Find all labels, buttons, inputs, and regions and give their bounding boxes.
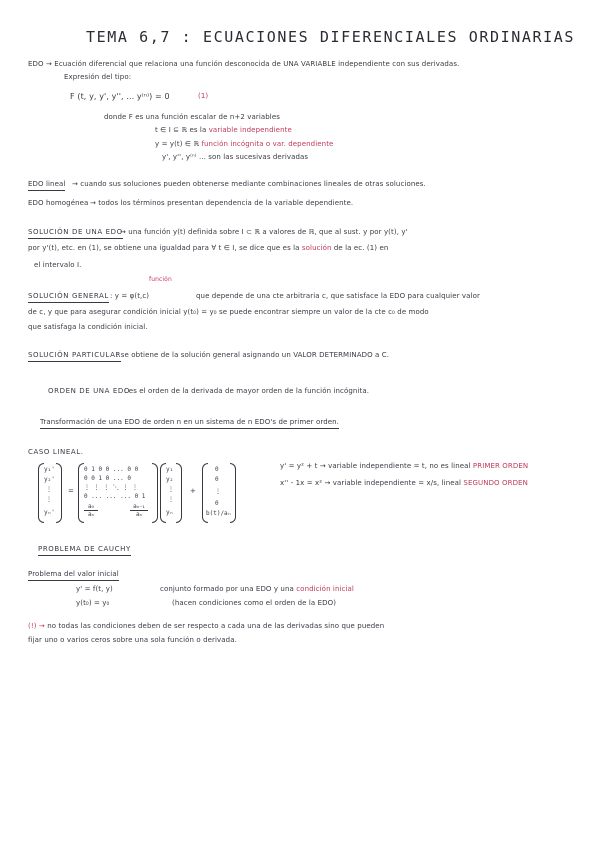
matrix-frac-b	[130, 503, 148, 518]
vec-mid-1: y₁	[166, 466, 174, 473]
vec-left-3: ⋮	[46, 486, 52, 493]
cauchy-note-line2: fijar uno o varios ceros sobre una sola función o derivada.	[28, 636, 237, 644]
vec-left-4: ⋮	[46, 496, 52, 503]
equals-sign: =	[68, 487, 74, 495]
edo-y-line	[155, 140, 333, 149]
matrix-right-paren	[152, 463, 158, 523]
page-title: TEMA 6,7 : ECUACIONES DIFERENCIALES ORDINARIAS	[86, 28, 576, 46]
edo-definition-line1: → Ecuación diferencial que relaciona una función desconocida de UNA VARIABLE independiente con sus derivadas.	[46, 60, 460, 68]
example-2-text: x'' - 1x = x² → variable independiente = x/s, lineal	[280, 479, 462, 487]
general-line3: que satisfaga la condición inicial.	[28, 323, 148, 331]
example-2-order: SEGUNDO ORDEN	[463, 479, 528, 487]
cauchy-desc-text: conjunto formado por una EDO y una	[160, 585, 294, 593]
vec-mid-right-paren	[176, 463, 182, 523]
vec-right-5: b(t)/aₙ	[206, 510, 232, 517]
vec-right-2: 0	[215, 476, 219, 483]
solucion-line2-text: por y'(t), etc. en (1), se obtiene una igualdad para ∀ t ∈ I, se dice que es la	[28, 244, 300, 252]
vec-right-3: ⋮	[215, 488, 221, 495]
t-line-text: t ∈ I ⊆ ℝ es la	[155, 126, 207, 134]
matrix-row-4: 0 ... ... ... 0 1	[84, 493, 146, 500]
solucion-line3: el intervalo I.	[34, 261, 82, 269]
solucion-line2	[28, 244, 388, 253]
general-line2: de c, y que para asegurar condición inicial y(t₀) = y₀ se puede encontrar siempre un valor de la cte c₀ de modo	[28, 308, 429, 316]
edo-homogenea-label: EDO homogénea	[28, 199, 89, 207]
example-1-order: PRIMER ORDEN	[472, 462, 529, 470]
edo-definition-line2: Expresión del tipo:	[64, 73, 132, 81]
matrix-row-2: 0 0 1 0 ... 0	[84, 475, 131, 482]
vec-mid-3: ⋮	[168, 486, 174, 493]
vec-mid-4: ⋮	[168, 496, 174, 503]
matrix-frac-a	[84, 503, 98, 518]
cauchy-eq1: y' = f(t, y)	[76, 585, 113, 593]
cauchy-note-marker: (!) →	[28, 622, 45, 630]
vec-right-1: 0	[215, 466, 219, 473]
cauchy-description	[160, 585, 354, 594]
cauchy-description2: (hacen condiciones como el orden de la EDO)	[172, 599, 337, 607]
example-2	[280, 479, 528, 488]
general-equation: : y = φ(t,c)	[110, 292, 150, 300]
edo-lineal-label: EDO lineal	[28, 180, 65, 191]
y-line-highlight: función incógnita o var. dependiente	[201, 140, 334, 148]
t-line-highlight: variable independiente	[208, 126, 292, 134]
matrix-row-3: ⋮ ⋮ ⋮ ⋱ ⋮ ⋮	[84, 484, 139, 491]
cauchy-subheading: Problema del valor inicial	[28, 570, 119, 581]
frac-a-den: aₙ	[84, 510, 98, 518]
frac-a-num: a₀	[87, 503, 95, 510]
edo-lineal-text: → cuando sus soluciones pueden obtenerse mediante combinaciones lineales de otras soluciones.	[72, 180, 426, 188]
example-1	[280, 462, 528, 471]
vec-right-4: 0	[215, 500, 219, 507]
edo-formula-ref: (1)	[198, 92, 209, 100]
edo-label: EDO	[28, 60, 44, 68]
solucion-label: SOLUCIÓN DE UNA EDO	[28, 228, 123, 239]
vec-mid-5: yₙ	[166, 509, 174, 516]
transformacion-heading: Transformación de una EDO de orden n en un sistema de n EDO's de primer orden.	[40, 418, 339, 429]
vec-left-5: yₙ'	[44, 509, 55, 516]
edo-formula: F (t, y, y', y'', ... y⁽ⁿ⁾) = 0	[70, 92, 170, 101]
caso-lineal-label: CASO LINEAL.	[28, 448, 84, 456]
general-super: función	[149, 276, 172, 283]
frac-b-den: aₙ	[130, 510, 148, 518]
matrix-row-1: 0 1 0 0 ... 0 0	[84, 466, 139, 473]
cauchy-desc-highlight: condición inicial	[296, 585, 354, 593]
general-line1: que depende de una cte arbitraria c, que satisface la EDO para cualquier valor	[196, 292, 480, 300]
cauchy-heading: PROBLEMA DE CAUCHY	[38, 545, 131, 556]
solucion-highlight: solución	[301, 244, 332, 252]
particular-label: SOLUCIÓN PARTICULAR	[28, 351, 121, 362]
edo-derivatives-line: y', y'', y⁽ⁿ⁾ ... son las sucesivas derivadas	[162, 153, 309, 161]
edo-homogenea-text: → todos los términos presentan dependencia de la variable dependiente.	[90, 199, 354, 207]
vec-left-2: y₂'	[44, 476, 55, 483]
orden-label: ORDEN DE UNA EDO	[48, 387, 130, 395]
y-line-text: y = y(t) ∈ ℝ	[155, 140, 200, 148]
example-1-text: y' = y² + t → variable independiente = t, no es lineal	[280, 462, 471, 470]
solucion-line2-end: de la ec. (1) en	[333, 244, 389, 252]
general-label: SOLUCIÓN GENERAL	[28, 292, 109, 303]
plus-sign: +	[190, 487, 196, 495]
cauchy-note-line1	[28, 622, 384, 631]
vec-mid-2: y₂	[166, 476, 174, 483]
frac-b-num: aₙ₋₁	[133, 503, 145, 510]
solucion-line1: → una función y(t) definida sobre I ⊂ ℝ a valores de ℝ, que al sust. y por y(t), y'	[120, 228, 408, 236]
edo-t-line	[155, 126, 292, 135]
particular-text: : se obtiene de la solución general asignando un VALOR DETERMINADO a C.	[116, 351, 390, 359]
cauchy-note-text: no todas las condiciones deben de ser respecto a cada una de las derivadas sino que pueden	[47, 622, 385, 630]
vec-left-1: y₁'	[44, 466, 55, 473]
orden-text: : es el orden de la derivada de mayor orden de la función incógnita.	[124, 387, 370, 395]
cauchy-eq2: y(t₀) = y₀	[76, 599, 110, 607]
right-paren	[56, 463, 62, 523]
edo-donde: donde F es una función escalar de n+2 variables	[104, 113, 281, 121]
